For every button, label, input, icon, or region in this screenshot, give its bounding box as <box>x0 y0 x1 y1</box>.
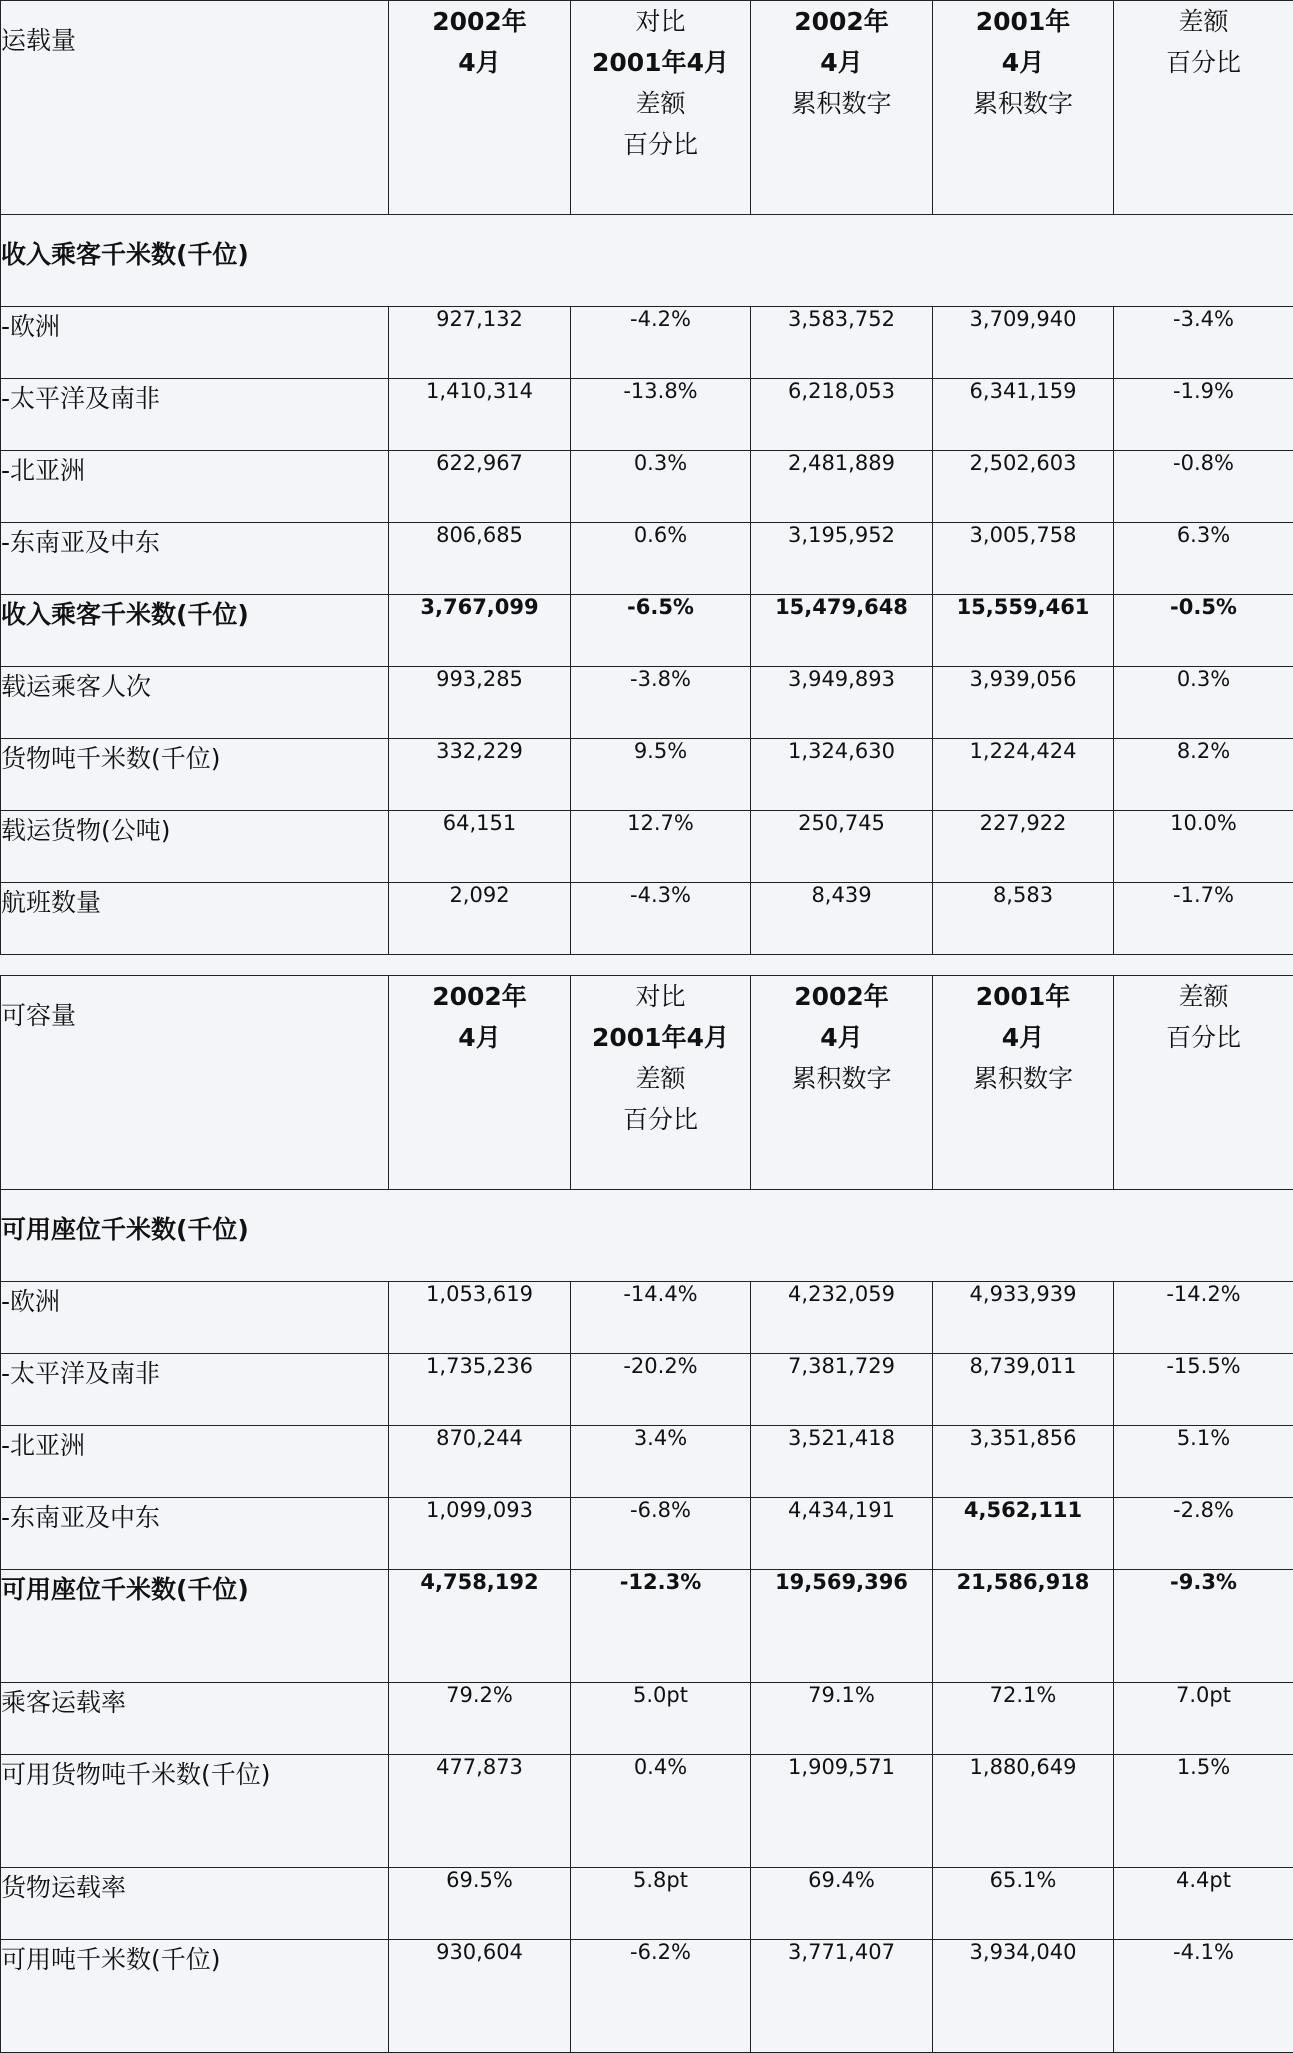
cell-value: 8.2% <box>1114 739 1293 811</box>
header-line: 差额 <box>571 1058 750 1099</box>
header-line: 4月 <box>933 42 1113 83</box>
cell-value: 3,583,752 <box>751 307 933 379</box>
row-label: 载运乘客人次 <box>1 667 389 739</box>
row-label: 可用座位千米数(千位) <box>1 1570 389 1683</box>
total-row <box>1 595 1293 667</box>
header-line: 百分比 <box>571 1099 750 1140</box>
cell-value: 3,939,056 <box>933 667 1114 739</box>
cell-value: 1,909,571 <box>751 1755 933 1868</box>
header-cell <box>571 976 751 1190</box>
cell-value: 4,232,059 <box>751 1282 933 1354</box>
table-row <box>1 1354 1293 1426</box>
table-row <box>1 307 1293 379</box>
cell-value: 3,767,099 <box>389 595 571 667</box>
cell-value: 6.3% <box>1114 523 1293 595</box>
cell-value: -3.4% <box>1114 307 1293 379</box>
header-line: 2002年 <box>751 976 932 1017</box>
header-text: 可容量 <box>1 1001 76 1030</box>
header-line: 4月 <box>751 1017 932 1058</box>
cell-value: 7,381,729 <box>751 1354 933 1426</box>
cell-value: 227,922 <box>933 811 1114 883</box>
cell-value: 870,244 <box>389 1426 571 1498</box>
cell-value: 1,324,630 <box>751 739 933 811</box>
row-label: -北亚洲 <box>1 1426 389 1498</box>
section-title-row <box>1 1190 1293 1282</box>
row-label: -太平洋及南非 <box>1 1354 389 1426</box>
header-line: 2001年4月 <box>571 1017 750 1058</box>
cell-value: -0.8% <box>1114 451 1293 523</box>
row-label: -北亚洲 <box>1 451 389 523</box>
cell-value: 64,151 <box>389 811 571 883</box>
header-line: 4月 <box>389 1017 570 1058</box>
cell-value: 21,586,918 <box>933 1570 1114 1683</box>
table-row <box>1 1426 1293 1498</box>
header-line: 累积数字 <box>751 83 932 124</box>
header-cell <box>1114 1 1293 215</box>
row-label: 货物运载率 <box>1 1868 389 1940</box>
header-line: 累积数字 <box>751 1058 932 1099</box>
cell-value: -6.8% <box>571 1498 751 1570</box>
table-row <box>1 1683 1293 1755</box>
header-cell <box>1114 976 1293 1190</box>
header-label <box>1 976 389 1190</box>
header-cell <box>751 976 933 1190</box>
cell-value: 3,934,040 <box>933 1940 1114 2053</box>
cell-value: 4,933,939 <box>933 1282 1114 1354</box>
cell-value: 0.3% <box>1114 667 1293 739</box>
cell-value: -14.2% <box>1114 1282 1293 1354</box>
cell-value: -12.3% <box>571 1570 751 1683</box>
cell-value: 1,735,236 <box>389 1354 571 1426</box>
header-line: 差额 <box>1114 976 1293 1017</box>
header-line: 差额 <box>571 83 750 124</box>
cell-value: 8,739,011 <box>933 1354 1114 1426</box>
cell-value: -14.4% <box>571 1282 751 1354</box>
table-row <box>1 451 1293 523</box>
row-label: -东南亚及中东 <box>1 1498 389 1570</box>
cell-value: 2,502,603 <box>933 451 1114 523</box>
header-line: 百分比 <box>1114 1017 1293 1058</box>
header-line: 2002年 <box>751 1 932 42</box>
cell-value: 8,439 <box>751 883 933 955</box>
cell-value: 3,709,940 <box>933 307 1114 379</box>
header-line: 2002年 <box>389 1 570 42</box>
header-line: 对比 <box>571 976 750 1017</box>
cell-value: 69.5% <box>389 1868 571 1940</box>
cell-value: 1,224,424 <box>933 739 1114 811</box>
capacity-table <box>0 975 1293 2053</box>
cell-value: -6.5% <box>571 595 751 667</box>
table-row <box>1 379 1293 451</box>
cell-value: 79.2% <box>389 1683 571 1755</box>
row-label: 可用货物吨千米数(千位) <box>1 1755 389 1868</box>
cell-value: 3,195,952 <box>751 523 933 595</box>
header-line: 百分比 <box>1114 42 1293 83</box>
cell-value: 3,949,893 <box>751 667 933 739</box>
table-row <box>1 739 1293 811</box>
header-line: 4月 <box>389 42 570 83</box>
header-cell <box>571 1 751 215</box>
row-label: 收入乘客千米数(千位) <box>1 595 389 667</box>
cell-value: 4,758,192 <box>389 1570 571 1683</box>
header-line: 差额 <box>1114 1 1293 42</box>
cell-value: 3,771,407 <box>751 1940 933 2053</box>
cell-value: 1,099,093 <box>389 1498 571 1570</box>
cell-value: 2,481,889 <box>751 451 933 523</box>
cell-value: 5.8pt <box>571 1868 751 1940</box>
header-line: 对比 <box>571 1 750 42</box>
row-label: -欧洲 <box>1 1282 389 1354</box>
header-line: 2002年 <box>389 976 570 1017</box>
row-label: 载运货物(公吨) <box>1 811 389 883</box>
traffic-table <box>0 0 1293 955</box>
cell-value: 3.4% <box>571 1426 751 1498</box>
cell-value: 0.4% <box>571 1755 751 1868</box>
cell-value: -4.2% <box>571 307 751 379</box>
table-row <box>1 811 1293 883</box>
table-row <box>1 1498 1293 1570</box>
cell-value: 993,285 <box>389 667 571 739</box>
header-cell <box>389 976 571 1190</box>
cell-value: 806,685 <box>389 523 571 595</box>
cell-value: -15.5% <box>1114 1354 1293 1426</box>
header-line: 累积数字 <box>933 83 1113 124</box>
cell-value: 927,132 <box>389 307 571 379</box>
table-row <box>1 1868 1293 1940</box>
cell-value: 3,005,758 <box>933 523 1114 595</box>
table-row <box>1 667 1293 739</box>
row-label: -太平洋及南非 <box>1 379 389 451</box>
header-line: 2001年 <box>933 1 1113 42</box>
cell-value: 1.5% <box>1114 1755 1293 1868</box>
table-row <box>1 883 1293 955</box>
cell-value: -4.1% <box>1114 1940 1293 2053</box>
cell-value: -3.8% <box>571 667 751 739</box>
section-title-row <box>1 215 1293 307</box>
cell-value: -13.8% <box>571 379 751 451</box>
cell-value: -1.9% <box>1114 379 1293 451</box>
cell-value: 0.3% <box>571 451 751 523</box>
cell-value: -0.5% <box>1114 595 1293 667</box>
header-line: 4月 <box>751 42 932 83</box>
cell-value: 5.1% <box>1114 1426 1293 1498</box>
cell-value: 332,229 <box>389 739 571 811</box>
cell-value: 622,967 <box>389 451 571 523</box>
row-label: -东南亚及中东 <box>1 523 389 595</box>
cell-value: 4,434,191 <box>751 1498 933 1570</box>
table-row <box>1 1940 1293 2053</box>
cell-value: 1,053,619 <box>389 1282 571 1354</box>
cell-value: 79.1% <box>751 1683 933 1755</box>
header-label <box>1 1 389 215</box>
cell-value: 4,562,111 <box>933 1498 1114 1570</box>
cell-value: 477,873 <box>389 1755 571 1868</box>
cell-value: -2.8% <box>1114 1498 1293 1570</box>
cell-value: 72.1% <box>933 1683 1114 1755</box>
header-line: 4月 <box>933 1017 1113 1058</box>
cell-value: -9.3% <box>1114 1570 1293 1683</box>
header-line: 百分比 <box>571 124 750 165</box>
cell-value: 65.1% <box>933 1868 1114 1940</box>
cell-value: 69.4% <box>751 1868 933 1940</box>
row-label: 乘客运载率 <box>1 1683 389 1755</box>
row-label: 航班数量 <box>1 883 389 955</box>
cell-value: 4.4pt <box>1114 1868 1293 1940</box>
header-row <box>1 1 1293 215</box>
cell-value: 5.0pt <box>571 1683 751 1755</box>
cell-value: -6.2% <box>571 1940 751 2053</box>
cell-value: 6,218,053 <box>751 379 933 451</box>
cell-value: 9.5% <box>571 739 751 811</box>
cell-value: 12.7% <box>571 811 751 883</box>
cell-value: 930,604 <box>389 1940 571 2053</box>
cell-value: 1,410,314 <box>389 379 571 451</box>
cell-value: 250,745 <box>751 811 933 883</box>
header-line: 2001年 <box>933 976 1113 1017</box>
cell-value: 2,092 <box>389 883 571 955</box>
cell-value: 1,880,649 <box>933 1755 1114 1868</box>
cell-value: -1.7% <box>1114 883 1293 955</box>
cell-value: 8,583 <box>933 883 1114 955</box>
cell-value: 15,479,648 <box>751 595 933 667</box>
header-line: 2001年4月 <box>571 42 750 83</box>
header-line: 累积数字 <box>933 1058 1113 1099</box>
cell-value: 3,521,418 <box>751 1426 933 1498</box>
cell-value: 19,569,396 <box>751 1570 933 1683</box>
cell-value: 6,341,159 <box>933 379 1114 451</box>
header-cell <box>751 1 933 215</box>
row-label: 货物吨千米数(千位) <box>1 739 389 811</box>
header-cell <box>933 976 1114 1190</box>
header-text: 运载量 <box>1 26 76 55</box>
cell-value: 3,351,856 <box>933 1426 1114 1498</box>
table-row <box>1 1755 1293 1868</box>
row-label: -欧洲 <box>1 307 389 379</box>
header-cell <box>933 1 1114 215</box>
row-label: 可用吨千米数(千位) <box>1 1940 389 2053</box>
header-row <box>1 976 1293 1190</box>
cell-value: 15,559,461 <box>933 595 1114 667</box>
cell-value: -20.2% <box>571 1354 751 1426</box>
total-row <box>1 1570 1293 1683</box>
section-title: 收入乘客千米数(千位) <box>1 215 1293 307</box>
table-row <box>1 1282 1293 1354</box>
table-row <box>1 523 1293 595</box>
cell-value: 0.6% <box>571 523 751 595</box>
cell-value: 7.0pt <box>1114 1683 1293 1755</box>
cell-value: -4.3% <box>571 883 751 955</box>
section-title: 可用座位千米数(千位) <box>1 1190 1293 1282</box>
header-cell <box>389 1 571 215</box>
cell-value: 10.0% <box>1114 811 1293 883</box>
